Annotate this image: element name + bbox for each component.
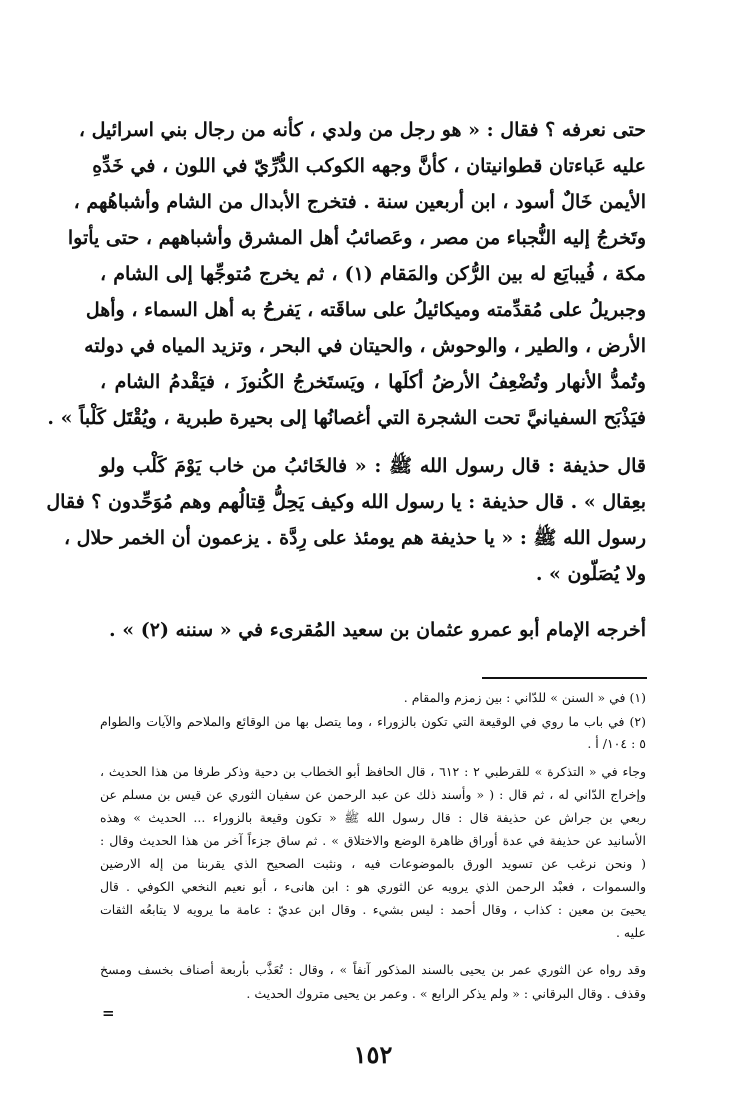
footnote-line: وقد رواه عن الثوري عمر بن يحيى بالسند المذكور آنفاً » ، وقال : تُعَذَّب بأربعة أصناف بخسف ومسخ <box>100 962 646 977</box>
body-line: عليه عَباءتان قطوانيتان ، كأنَّ وجهه الكوكب الدُّرِّيّ في اللون ، في خَدِّهِ <box>92 155 646 177</box>
footnote-line: وإخراج الدّاني له ، ثم قال : ( « وأسند ذلك عن عبد الرحمن عن سفيان الثوري عن قيس بن مسلم عن <box>100 787 646 802</box>
body-line: الأيمن خَالٌ أسود ، ابن أربعين سنة . فتخرج الأبدال من الشام وأشباهُهم ، <box>73 191 646 213</box>
footnote-line: (١) في « السنن » للدّاني : بين زمزم والمقام . <box>403 690 646 705</box>
footnote-line: ( ونحن نرغب عن تسويد الورق بالموضوعات فيه ، ونثبت الصحيح الذي يقربنا من إله الارضين <box>100 856 646 871</box>
footnote-line: (٢) في باب ما روي في الوقيعة التي تكون بالزوراء ، وما يتصل بها من الوقائع والملاحم والآيات والطوام <box>100 714 646 729</box>
footnote-line: يحيىَ بن معين : كذاب ، وقال أحمد : ليس بشيء . وقال ابن عديّ : عامة ما يرويه لا يتابعُه الثقات <box>100 902 646 917</box>
body-line: حتى نعرفه ؟ فقال : « هو رجل من ولدي ، كأنه من رجال بني اسرائيل ، <box>78 119 646 141</box>
footnote-line: ٥ : ١٠٤/ أ . <box>587 736 646 751</box>
footnote-line: عليه . <box>615 925 646 940</box>
body-line: مكة ، فُيبايَع له بين الرُّكن والمَقام (١) ، ثم يخرج مُتوجِّها إلى الشام ، <box>100 263 646 285</box>
footnote-line: وجاء في « التذكرة » للقرطبي ٢ : ٦١٢ ، قال الحافظ أبو الخطاب بن دحية وذكر طرفا من هذا الحديث ، <box>100 764 646 779</box>
body-line: قال حذيفة : قال رسول الله ﷺ : « فالخَائبُ من خاب يَوْمَ كَلْب ولو <box>100 455 646 477</box>
footnote-line: ربعي بن جراش عن حذيفة قال : قال رسول الله ﷺ « تكون وقيعة بالزوراء ... الحديث » وهذه <box>100 810 646 825</box>
body-line: ولا يُصَلّون » . <box>535 563 646 585</box>
body-line: رسول الله ﷺ : « يا حذيفة هم يومئذ على رِدَّة . يزعمون أن الخمر حلال ، <box>63 527 646 549</box>
footnote-line: والسموات ، فعبْد الرحمن الذي يرويه عن الثوري هو : ابن هانىء ، أبو نعيم النخعي الكوفي . قال <box>100 879 646 894</box>
footnote-line: الأسانيد عن حذيفة في عدة أوراق ظاهرة الوضع والاختلاق » . ثم ساق جزءاً آخر من هذا الحديث وقال : <box>100 833 646 848</box>
footnote-divider <box>482 677 647 679</box>
body-line: الأرض ، والطير ، والوحوش ، والحيتان في البحر ، وتزيد المياه في دولته <box>84 335 646 357</box>
body-line: فيَذْبَح السفيانيَّ تحت الشجرة التي أغصانُها إلى بحيرة طبرية ، ويُقْتَل كَلْباً » . <box>47 407 646 429</box>
attribution-line: أخرجه الإمام أبو عمرو عثمان بن سعيد المُقرىء في « سننه (٢) » . <box>109 619 646 641</box>
page-number: ١٥٢ <box>353 1040 393 1069</box>
footnote-line: وقذف . وقال البرقاني : « ولم يذكر الرابع » . وعمر بن يحيى متروك الحديث . <box>246 986 646 1001</box>
body-line: بعِقال » . قال حذيفة : يا رسول الله وكيف يَحِلُّ قِتالُهم وهم مُوَحِّدون ؟ فقال <box>46 491 646 513</box>
continuation-mark: = <box>102 1004 115 1022</box>
body-line: وجبريلُ على مُقدِّمته وميكائيلُ على ساقَته ، يَفرحُ به أهل السماء ، وأهل <box>85 299 646 321</box>
body-line: وتَخرجُ إليه النُّجباء من مصر ، وعَصائبُ أهل المشرق وأشباههم ، حتى يأتوا <box>67 227 646 249</box>
body-line: وتُمدُّ الأنهار وتُضْعِفُ الأرضُ أكلَها ، ويَستَخرجُ الكُنوزَ ، فيَقْدمُ الشام ، <box>100 371 646 393</box>
